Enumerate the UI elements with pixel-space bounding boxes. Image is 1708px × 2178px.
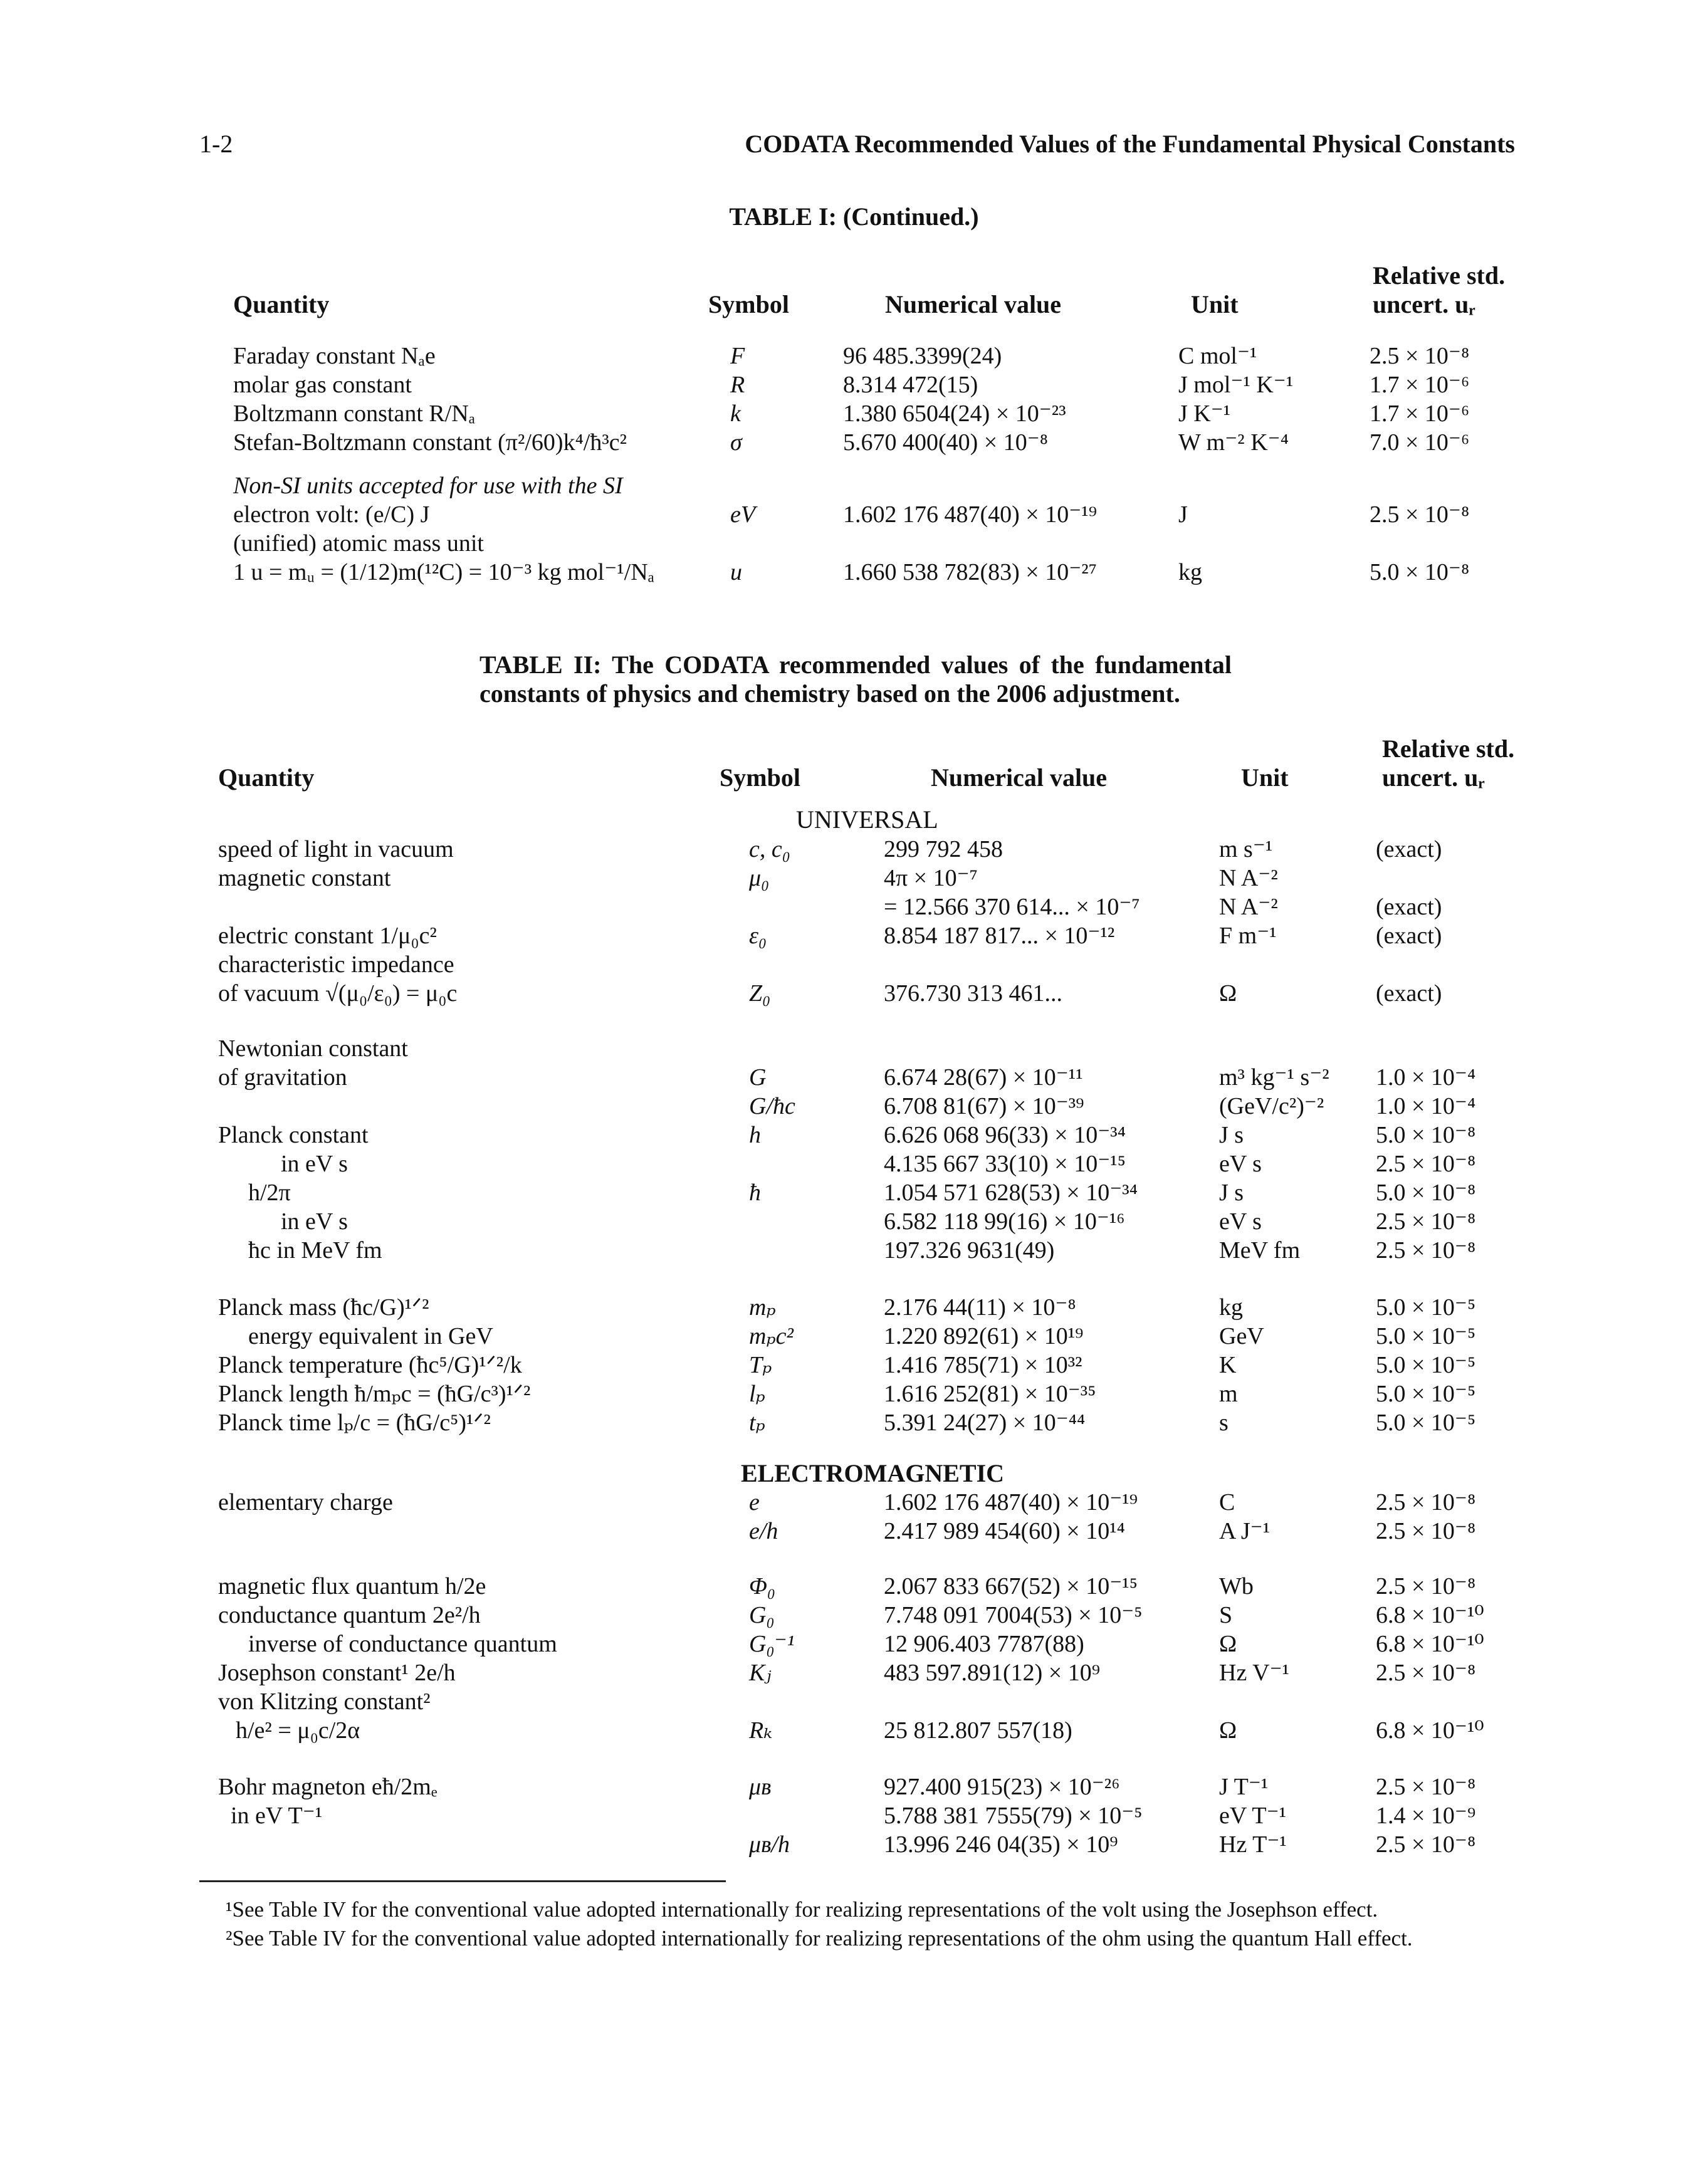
table2-row-24-unit: Hz V⁻¹ <box>1219 1660 1290 1686</box>
table2-row-18-unit: s <box>1219 1410 1229 1436</box>
table2-row-16-uncert: 5.0 × 10⁻⁵ <box>1376 1352 1476 1378</box>
table1-row-5-value: 1.602 176 487(40) × 10⁻¹⁹ <box>843 501 1097 528</box>
table1-row-5-unit: J <box>1178 501 1188 528</box>
table1-row-7-quantity: 1 u = mᵤ = (1/12)m(¹²C) = 10⁻³ kg mol⁻¹/Nₐ <box>233 559 655 585</box>
table2-row-19-quantity: elementary charge <box>218 1489 393 1516</box>
table2-row-12-value: 6.582 118 99(16) × 10⁻¹⁶ <box>884 1208 1125 1235</box>
table2-row-16-symbol: Tₚ <box>749 1352 772 1378</box>
table2-row-20-symbol: e/h <box>749 1518 778 1544</box>
table2-row-26-value: 25 812.807 557(18) <box>884 1717 1072 1744</box>
table2-row-3-quantity: electric constant 1/μ₀c² <box>218 923 437 949</box>
t1-col-uncert-line1: Relative std. <box>1373 261 1506 290</box>
table2-row-28-quantity: in eV T⁻¹ <box>231 1803 323 1829</box>
table2-row-13-unit: MeV fm <box>1219 1237 1301 1264</box>
table2-row-8-value: 6.708 81(67) × 10⁻³⁹ <box>884 1093 1084 1119</box>
table2-caption: TABLE II: The CODATA recommended values of the fundamental constants of physics and chemistry based on the 2006 adjustment. <box>479 651 1232 708</box>
table2-row-22-uncert: 6.8 × 10⁻¹⁰ <box>1376 1602 1484 1628</box>
table2-row-3-symbol: ε₀ <box>749 923 767 949</box>
table1-row-0-quantity: Faraday constant Nₐe <box>233 343 436 369</box>
table2-row-10-uncert: 2.5 × 10⁻⁸ <box>1376 1151 1476 1177</box>
table2-row-16-value: 1.416 785(71) × 10³² <box>884 1352 1082 1378</box>
table1-row-7-unit: kg <box>1178 559 1202 585</box>
table2-row-2-uncert: (exact) <box>1376 894 1442 920</box>
table2-row-7-quantity: of gravitation <box>218 1064 347 1091</box>
table2-row-15-unit: GeV <box>1219 1323 1264 1349</box>
table2-row-23-value: 12 906.403 7787(88) <box>884 1631 1084 1657</box>
table2-row-14-quantity: Planck mass (ħc/G)¹ᐟ² <box>218 1294 429 1321</box>
t2-col-symbol: Symbol <box>720 763 800 792</box>
table1-row-2-quantity: Boltzmann constant R/Nₐ <box>233 401 476 427</box>
table2-row-22-unit: S <box>1219 1602 1233 1628</box>
table2-row-7-value: 6.674 28(67) × 10⁻¹¹ <box>884 1064 1083 1091</box>
t1-col-unit: Unit <box>1191 290 1239 318</box>
table2-row-21-unit: Wb <box>1219 1573 1254 1599</box>
page-number: 1-2 <box>199 130 233 158</box>
table2-row-1-value: 4π × 10⁻⁷ <box>884 865 978 891</box>
table2-row-29-unit: Hz T⁻¹ <box>1219 1831 1287 1858</box>
table2-row-10-value: 4.135 667 33(10) × 10⁻¹⁵ <box>884 1151 1126 1177</box>
table2-row-13-value: 197.326 9631(49) <box>884 1237 1055 1264</box>
table2-row-8-uncert: 1.0 × 10⁻⁴ <box>1376 1093 1476 1119</box>
table2-row-26-uncert: 6.8 × 10⁻¹⁰ <box>1376 1717 1484 1744</box>
table2-row-29-symbol: μʙ/h <box>749 1831 790 1858</box>
table2-row-8-unit: (GeV/c²)⁻² <box>1219 1093 1324 1119</box>
table1-row-3-symbol: σ <box>730 429 742 456</box>
table2-row-23-symbol: G₀⁻¹ <box>749 1631 795 1657</box>
table2-row-26-quantity: h/e² = μ₀c/2α <box>236 1717 360 1744</box>
table2-row-19-symbol: e <box>749 1489 760 1516</box>
table2-row-11-symbol: ħ <box>749 1180 761 1206</box>
table2-row-27-unit: J T⁻¹ <box>1219 1774 1269 1800</box>
table2-row-27-quantity: Bohr magneton eħ/2mₑ <box>218 1774 437 1800</box>
table2-row-19-value: 1.602 176 487(40) × 10⁻¹⁹ <box>884 1489 1138 1516</box>
table2-row-15-symbol: mₚc² <box>749 1323 794 1349</box>
table2-row-19-uncert: 2.5 × 10⁻⁸ <box>1376 1489 1476 1516</box>
table1-row-1-symbol: R <box>730 372 745 398</box>
table2-row-3-value: 8.854 187 817... × 10⁻¹² <box>884 923 1115 949</box>
table2-row-2-value: = 12.566 370 614... × 10⁻⁷ <box>884 894 1140 920</box>
table1-row-3-value: 5.670 400(40) × 10⁻⁸ <box>843 429 1049 456</box>
table1-caption: TABLE I: (Continued.) <box>729 202 979 231</box>
table2-row-15-quantity: energy equivalent in GeV <box>248 1323 493 1349</box>
table2-row-14-symbol: mₚ <box>749 1294 776 1321</box>
t2-col-quantity: Quantity <box>218 763 315 792</box>
table2-row-1-unit: N A⁻² <box>1219 865 1278 891</box>
table1-row-7-symbol: u <box>730 559 742 585</box>
table1-row-0-value: 96 485.3399(24) <box>843 343 1002 369</box>
table2-row-5-uncert: (exact) <box>1376 980 1442 1007</box>
table2-row-8-symbol: G/ħc <box>749 1093 795 1119</box>
table2-row-6-quantity: Newtonian constant <box>218 1035 408 1062</box>
table2-row-22-value: 7.748 091 7004(53) × 10⁻⁵ <box>884 1602 1143 1628</box>
table2-row-14-uncert: 5.0 × 10⁻⁵ <box>1376 1294 1476 1321</box>
table2-row-16-unit: K <box>1219 1352 1237 1378</box>
table2-row-7-symbol: G <box>749 1064 767 1091</box>
section-universal: UNIVERSAL <box>796 805 938 834</box>
table1-row-1-value: 8.314 472(15) <box>843 372 978 398</box>
table1-row-3-quantity: Stefan-Boltzmann constant (π²/60)k⁴/ħ³c² <box>233 429 627 456</box>
table2-row-29-uncert: 2.5 × 10⁻⁸ <box>1376 1831 1476 1858</box>
table1-row-5-uncert: 2.5 × 10⁻⁸ <box>1370 501 1470 528</box>
table2-row-0-quantity: speed of light in vacuum <box>218 836 454 862</box>
t1-col-uncert-line2: uncert. uᵣ <box>1373 290 1475 318</box>
table2-row-28-value: 5.788 381 7555(79) × 10⁻⁵ <box>884 1803 1143 1829</box>
table2-row-15-value: 1.220 892(61) × 10¹⁹ <box>884 1323 1084 1349</box>
table2-row-2-unit: N A⁻² <box>1219 894 1278 920</box>
table1-row-1-unit: J mol⁻¹ K⁻¹ <box>1178 372 1294 398</box>
table2-row-17-quantity: Planck length ħ/mₚc = (ħG/c³)¹ᐟ² <box>218 1381 531 1407</box>
table1-row-5-symbol: eV <box>730 501 756 528</box>
table2-row-1-quantity: magnetic constant <box>218 865 391 891</box>
t2-col-uncert-line2: uncert. uᵣ <box>1382 763 1485 792</box>
table2-row-19-unit: C <box>1219 1489 1235 1516</box>
table2-row-21-uncert: 2.5 × 10⁻⁸ <box>1376 1573 1476 1599</box>
table2-row-9-value: 6.626 068 96(33) × 10⁻³⁴ <box>884 1122 1126 1148</box>
table2-row-0-uncert: (exact) <box>1376 836 1442 862</box>
table2-row-11-quantity: h/2π <box>248 1180 291 1206</box>
table2-row-23-quantity: inverse of conductance quantum <box>248 1631 557 1657</box>
table2-row-14-unit: kg <box>1219 1294 1243 1321</box>
table1-row-3-uncert: 7.0 × 10⁻⁶ <box>1370 429 1470 456</box>
table1-row-2-unit: J K⁻¹ <box>1178 401 1231 427</box>
table2-row-10-quantity: in eV s <box>281 1151 348 1177</box>
table1-row-2-symbol: k <box>730 401 741 427</box>
table2-row-26-unit: Ω <box>1219 1717 1237 1744</box>
table2-row-12-quantity: in eV s <box>281 1208 348 1235</box>
table2-row-29-value: 13.996 246 04(35) × 10⁹ <box>884 1831 1118 1858</box>
table1-row-7-uncert: 5.0 × 10⁻⁸ <box>1370 559 1470 585</box>
table2-row-5-value: 376.730 313 461... <box>884 980 1062 1007</box>
table2-row-5-unit: Ω <box>1219 980 1237 1007</box>
table2-row-23-uncert: 6.8 × 10⁻¹⁰ <box>1376 1631 1484 1657</box>
table1-row-2-value: 1.380 6504(24) × 10⁻²³ <box>843 401 1066 427</box>
table2-row-7-unit: m³ kg⁻¹ s⁻² <box>1219 1064 1329 1091</box>
table2-row-12-unit: eV s <box>1219 1208 1262 1235</box>
table2-row-24-quantity: Josephson constant¹ 2e/h <box>218 1660 456 1686</box>
table2-row-0-value: 299 792 458 <box>884 836 1003 862</box>
table2-row-11-unit: J s <box>1219 1180 1244 1206</box>
table2-row-18-quantity: Planck time lₚ/c = (ħG/c⁵)¹ᐟ² <box>218 1410 491 1436</box>
t1-col-symbol: Symbol <box>708 290 789 318</box>
table2-row-24-uncert: 2.5 × 10⁻⁸ <box>1376 1660 1476 1686</box>
table2-row-20-uncert: 2.5 × 10⁻⁸ <box>1376 1518 1476 1544</box>
table2-row-9-quantity: Planck constant <box>218 1122 369 1148</box>
table1-row-0-uncert: 2.5 × 10⁻⁸ <box>1370 343 1470 369</box>
table2-row-0-unit: m s⁻¹ <box>1219 836 1273 862</box>
table2-row-27-symbol: μʙ <box>749 1774 772 1800</box>
table2-row-15-uncert: 5.0 × 10⁻⁵ <box>1376 1323 1476 1349</box>
t2-col-unit: Unit <box>1241 763 1289 792</box>
table2-row-27-uncert: 2.5 × 10⁻⁸ <box>1376 1774 1476 1800</box>
table1-row-6-quantity: (unified) atomic mass unit <box>233 530 484 557</box>
table2-row-17-value: 1.616 252(81) × 10⁻³⁵ <box>884 1381 1096 1407</box>
t1-col-value: Numerical value <box>885 290 1062 318</box>
table2-row-12-uncert: 2.5 × 10⁻⁸ <box>1376 1208 1476 1235</box>
table2-row-21-quantity: magnetic flux quantum h/2e <box>218 1573 486 1599</box>
table2-row-18-uncert: 5.0 × 10⁻⁵ <box>1376 1410 1476 1436</box>
table2-row-1-symbol: μ₀ <box>749 865 770 891</box>
table2-row-3-uncert: (exact) <box>1376 923 1442 949</box>
table2-row-11-uncert: 5.0 × 10⁻⁸ <box>1376 1180 1476 1206</box>
table1-row-2-uncert: 1.7 × 10⁻⁶ <box>1370 401 1470 427</box>
table2-row-22-quantity: conductance quantum 2e²/h <box>218 1602 481 1628</box>
table2-row-11-value: 1.054 571 628(53) × 10⁻³⁴ <box>884 1180 1138 1206</box>
running-title: CODATA Recommended Values of the Fundamental Physical Constants <box>745 130 1515 158</box>
table2-row-23-unit: Ω <box>1219 1631 1237 1657</box>
table2-row-24-value: 483 597.891(12) × 10⁹ <box>884 1660 1100 1686</box>
table2-row-17-unit: m <box>1219 1381 1238 1407</box>
table2-row-14-value: 2.176 44(11) × 10⁻⁸ <box>884 1294 1076 1321</box>
t2-col-uncert-line1: Relative std. <box>1382 735 1515 763</box>
table2-row-25-quantity: von Klitzing constant² <box>218 1688 431 1715</box>
t1-col-quantity: Quantity <box>233 290 330 318</box>
table2-row-4-quantity: characteristic impedance <box>218 951 454 978</box>
table2-row-3-unit: F m⁻¹ <box>1219 923 1277 949</box>
table2-row-13-uncert: 2.5 × 10⁻⁸ <box>1376 1237 1476 1264</box>
table2-row-0-symbol: c, c₀ <box>749 836 790 862</box>
table2-row-16-quantity: Planck temperature (ħc⁵/G)¹ᐟ²/k <box>218 1352 522 1378</box>
table2-row-17-symbol: lₚ <box>749 1381 765 1407</box>
table1-row-0-symbol: F <box>730 343 745 369</box>
table2-row-5-quantity: of vacuum √(μ₀/ε₀) = μ₀c <box>218 980 458 1007</box>
table2-row-17-uncert: 5.0 × 10⁻⁵ <box>1376 1381 1476 1407</box>
footnote-1: ¹See Table IV for the conventional value adopted internationally for realizing representations of the volt using the Josephson effect. <box>226 1897 1378 1922</box>
table2-row-28-unit: eV T⁻¹ <box>1219 1803 1287 1829</box>
table2-row-13-quantity: ħc in MeV fm <box>248 1237 382 1264</box>
table1-row-3-unit: W m⁻² K⁻⁴ <box>1178 429 1289 456</box>
t2-col-value: Numerical value <box>931 763 1108 792</box>
table2-row-9-uncert: 5.0 × 10⁻⁸ <box>1376 1122 1476 1148</box>
table2-row-18-value: 5.391 24(27) × 10⁻⁴⁴ <box>884 1410 1086 1436</box>
table1-row-4-quantity: Non-SI units accepted for use with the SI <box>233 473 623 499</box>
table2-row-28-uncert: 1.4 × 10⁻⁹ <box>1376 1803 1476 1829</box>
footnote-2: ²See Table IV for the conventional value adopted internationally for realizing representations of the ohm using the quantum Hall effect. <box>226 1926 1413 1950</box>
table1-row-5-quantity: electron volt: (e/C) J <box>233 501 430 528</box>
table2-row-5-symbol: Z₀ <box>749 980 771 1007</box>
table2-row-7-uncert: 1.0 × 10⁻⁴ <box>1376 1064 1476 1091</box>
section-electromagnetic: ELECTROMAGNETIC <box>741 1459 1005 1487</box>
table2-row-10-unit: eV s <box>1219 1151 1262 1177</box>
footnote-divider <box>199 1880 726 1882</box>
table2-row-24-symbol: Kⱼ <box>749 1660 772 1686</box>
table2-row-9-symbol: h <box>749 1122 761 1148</box>
table1-row-1-quantity: molar gas constant <box>233 372 412 398</box>
table2-row-27-value: 927.400 915(23) × 10⁻²⁶ <box>884 1774 1120 1800</box>
table2-row-18-symbol: tₚ <box>749 1410 765 1436</box>
table2-row-20-unit: A J⁻¹ <box>1219 1518 1271 1544</box>
table2-row-26-symbol: Rₖ <box>749 1717 773 1744</box>
table2-row-22-symbol: G₀ <box>749 1602 775 1628</box>
table2-row-20-value: 2.417 989 454(60) × 10¹⁴ <box>884 1518 1125 1544</box>
table1-row-1-uncert: 1.7 × 10⁻⁶ <box>1370 372 1470 398</box>
table2-row-9-unit: J s <box>1219 1122 1244 1148</box>
table2-row-21-symbol: Φ₀ <box>749 1573 776 1599</box>
table1-row-7-value: 1.660 538 782(83) × 10⁻²⁷ <box>843 559 1097 585</box>
table2-row-21-value: 2.067 833 667(52) × 10⁻¹⁵ <box>884 1573 1138 1599</box>
table1-row-0-unit: C mol⁻¹ <box>1178 343 1257 369</box>
